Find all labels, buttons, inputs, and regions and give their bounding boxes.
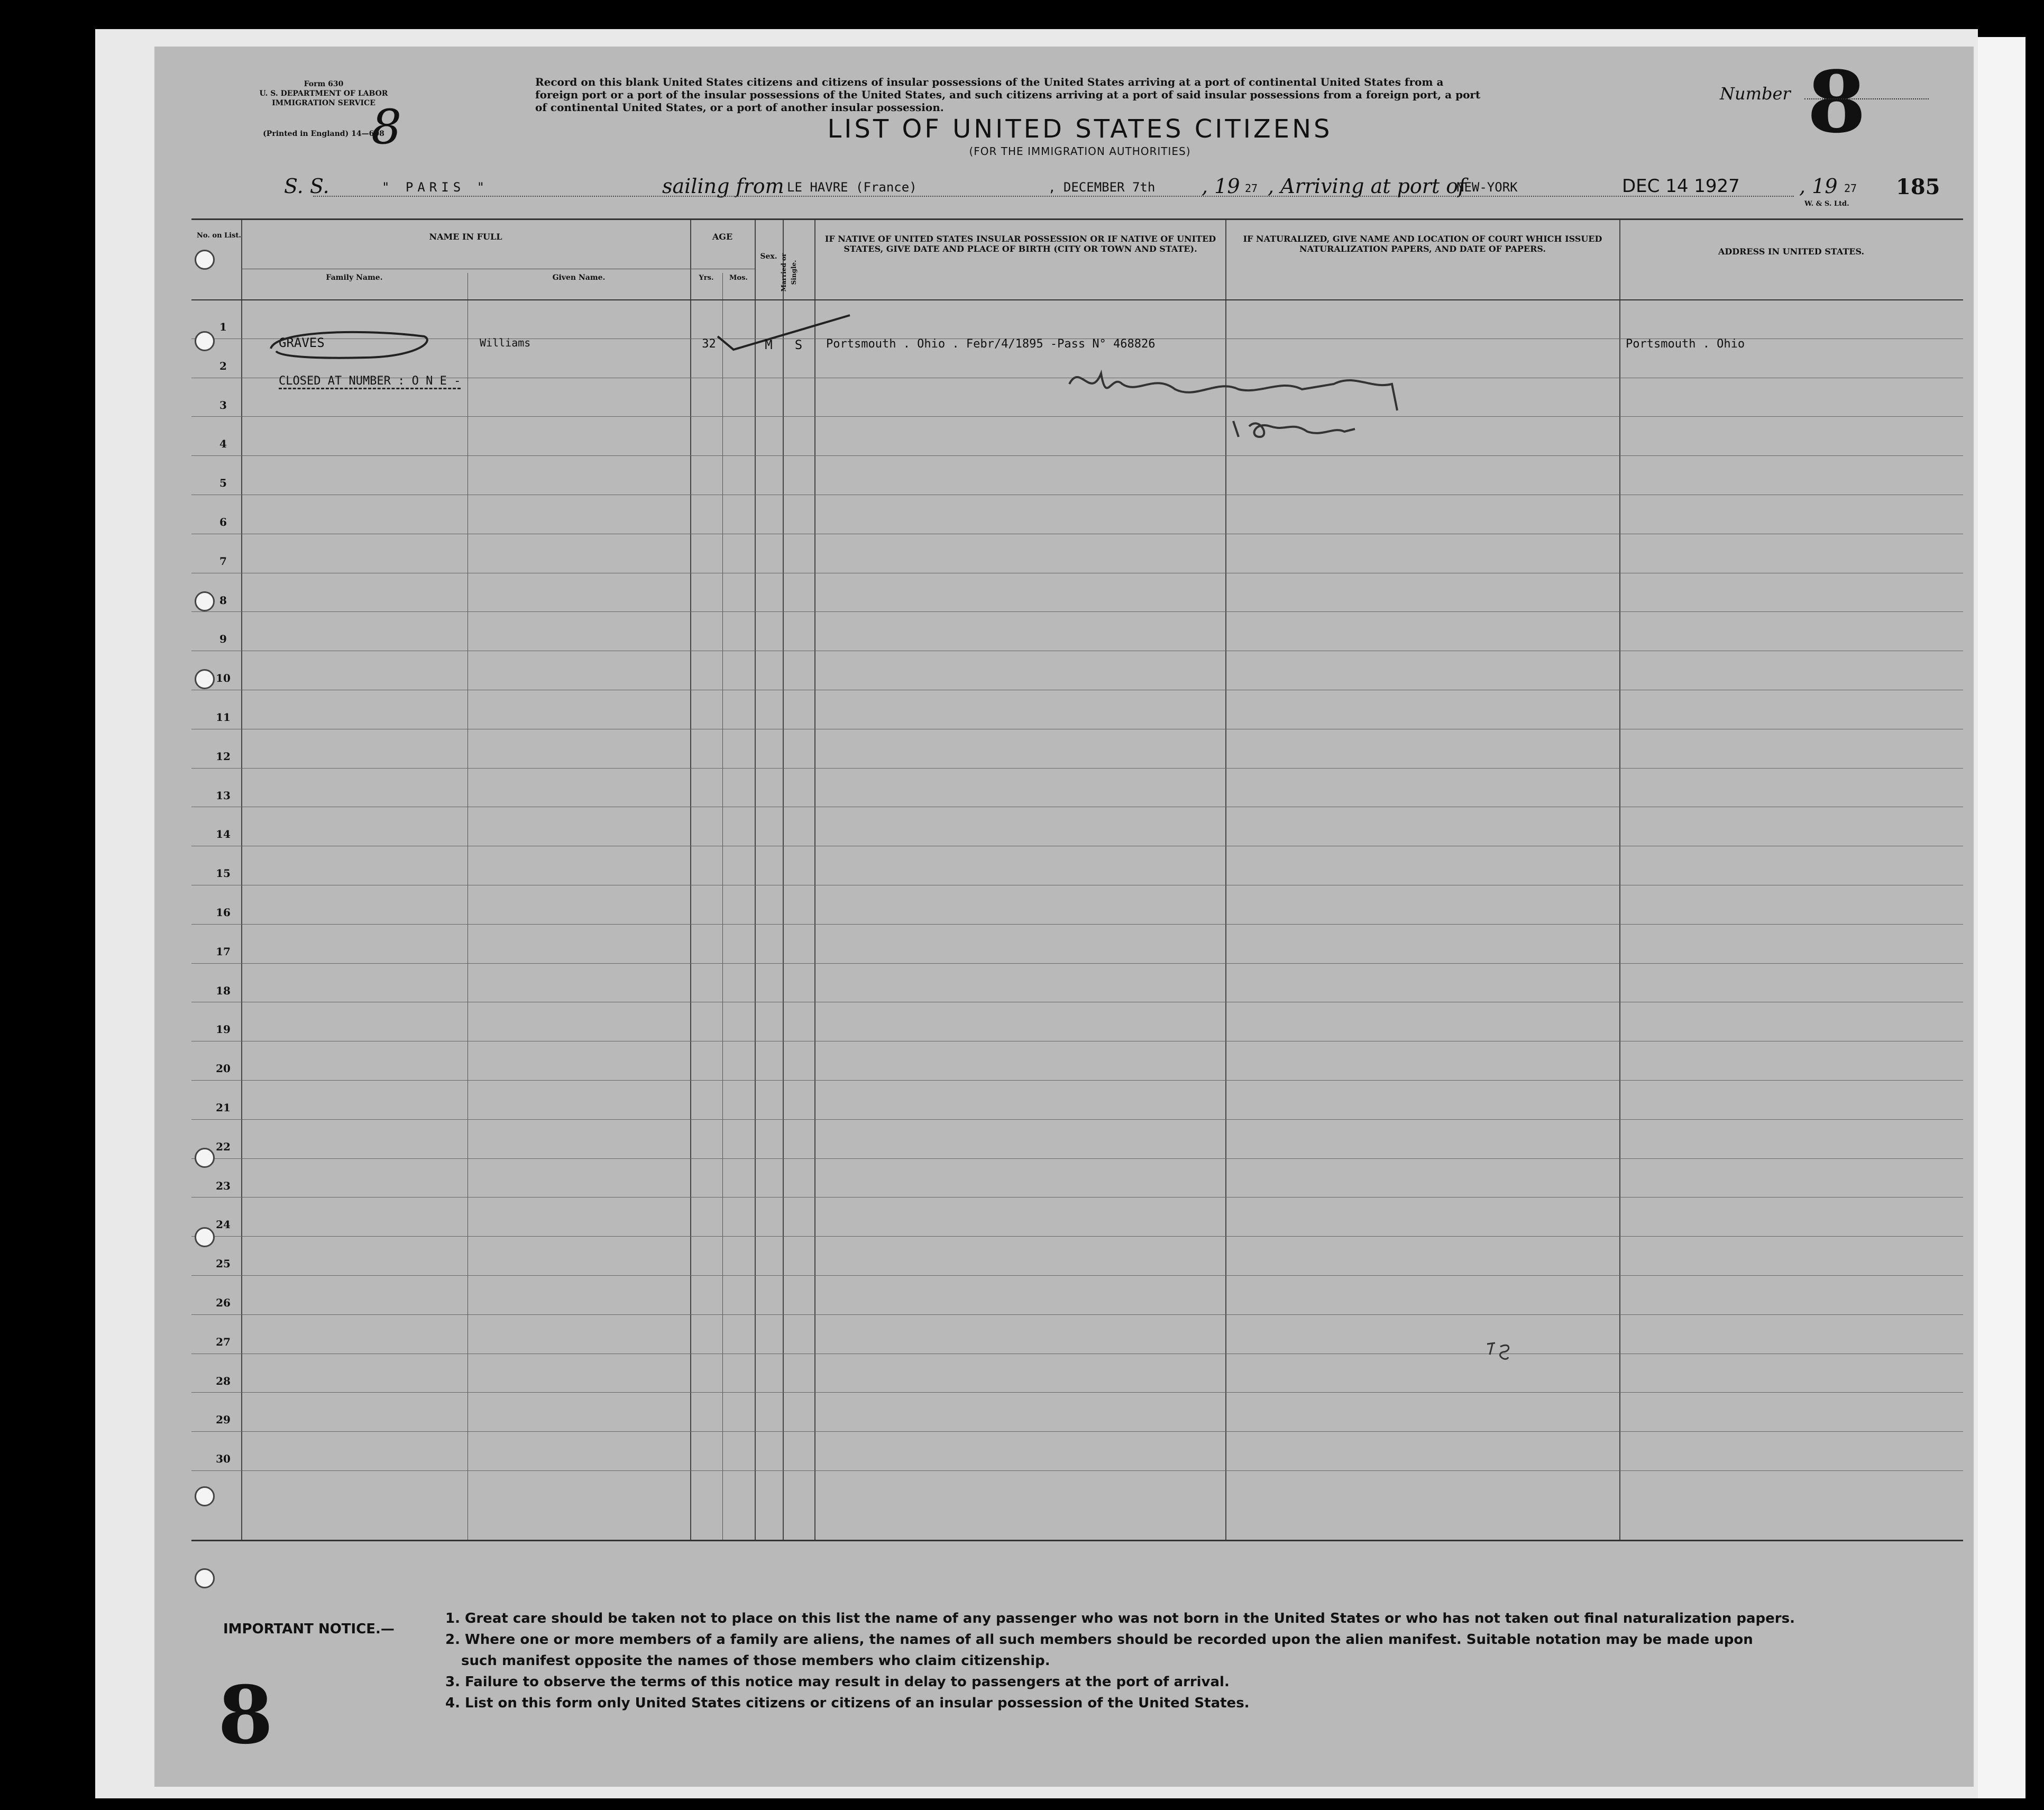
row-number: 4 [219, 437, 227, 451]
col-divider [690, 220, 691, 1540]
row-number: 8 [219, 593, 227, 607]
notice-heading: IMPORTANT NOTICE.— [223, 1621, 395, 1637]
department: U. S. DEPARTMENT OF LABOR [259, 89, 388, 98]
header-no-on-list: No. on List. [197, 232, 241, 240]
header-yrs: Yrs. [699, 274, 714, 282]
row-number: 1 [219, 321, 227, 333]
row-number: 13 [216, 789, 231, 802]
year-suffix: 27 [1245, 182, 1258, 195]
header-notice-line1: Record on this blank United States citizens and citizens of insular possessions of the United States arriving at a port of continental United States from a [535, 76, 1444, 88]
row-number: 9 [219, 633, 227, 646]
row-number: 5 [219, 477, 227, 490]
row-number: 26 [216, 1296, 231, 1309]
handwritten-signature [1059, 352, 1440, 447]
binder-hole [195, 591, 215, 611]
header-family-name: Family Name. [326, 273, 383, 282]
address-value: Portsmouth . Ohio [1626, 337, 1745, 351]
col-divider [241, 220, 242, 1540]
manifest-sheet [154, 47, 1974, 1787]
row-number: 14 [216, 828, 231, 841]
binder-hole [195, 250, 215, 270]
ss-label: S. S. [284, 175, 329, 198]
arrival-port: NEW-YORK [1456, 180, 1518, 195]
binder-hole [195, 1148, 215, 1168]
col-divider [755, 220, 756, 1540]
row-number: 29 [216, 1413, 231, 1427]
binder-hole [195, 331, 215, 351]
row-number: 17 [216, 945, 231, 958]
year2-suffix: 27 [1844, 182, 1857, 195]
col-divider [814, 220, 815, 1540]
col-divider [1619, 220, 1620, 1540]
table-row [191, 924, 1963, 925]
sheet-number: 8 [1807, 52, 1866, 152]
birth-value: Portsmouth . Ohio . Febr/4/1895 -Pass N° 468826 [826, 337, 1156, 351]
ship-name: " PARIS " [382, 180, 489, 195]
binder-hole [195, 1227, 215, 1247]
table-row [191, 611, 1963, 612]
table-row [191, 1080, 1963, 1081]
row-number: 30 [216, 1452, 231, 1466]
header-naturalized: IF NATURALIZED, GIVE NAME AND LOCATION OF COURT WHICH ISSUED NATURALIZATION PAPERS, AND DATE OF PAPERS. [1243, 234, 1602, 254]
header-bottom-line [191, 299, 1963, 300]
header-notice-line3: of continental United States, or a port of another insular possession. [535, 101, 944, 114]
row-number: 25 [216, 1257, 231, 1270]
voyage-underline [313, 196, 1794, 197]
table-row [191, 1470, 1963, 1471]
row-number: 10 [216, 672, 231, 685]
printed-note: (Printed in England) 14—608 [263, 130, 384, 138]
row-number: 23 [216, 1179, 231, 1192]
table-row [191, 1158, 1963, 1159]
handwritten-number: 8 [371, 99, 402, 155]
family-name-value: GRAVES [279, 335, 325, 350]
row-number: 12 [216, 749, 231, 763]
header-age: AGE [712, 232, 733, 242]
row-number: 6 [219, 516, 227, 528]
binder-hole [195, 669, 215, 689]
circle-mark [260, 319, 435, 367]
page-title: LIST OF UNITED STATES CITIZENS [827, 114, 1333, 144]
binder-hole [195, 1568, 215, 1588]
row-number: 16 [216, 906, 231, 919]
sex-value: M [765, 337, 773, 352]
table-row [191, 1392, 1963, 1393]
header-notice [535, 76, 1773, 114]
header-notice-line2: foreign port or a port of the insular possessions of the United States, and such citizens arriving at a port of said insular possessions from a foreign port, a port [535, 88, 1481, 101]
table-row [191, 1119, 1963, 1120]
row-number: 28 [216, 1374, 231, 1387]
arriving-label: , Arriving at port of [1268, 175, 1466, 198]
row-number: 22 [216, 1140, 231, 1153]
notice-item-2: 2. Where one or more members of a family are aliens, the names of all such members should be recorded upon the alien manifest. Suitable notation may be made upon [445, 1632, 1753, 1648]
header-given-name: Given Name. [552, 273, 606, 282]
row-number: 20 [216, 1062, 231, 1075]
table-row [191, 1431, 1963, 1432]
notice-item-1: 1. Great care should be taken not to place on this list the name of any passenger who was not born in the United States or who has not taken out final naturalization papers. [445, 1611, 1795, 1626]
sail-date: , DECEMBER 7th [1048, 180, 1156, 195]
col-divider [722, 273, 723, 1540]
voyage-line [154, 168, 1974, 208]
header-address: ADDRESS IN UNITED STATES. [1718, 246, 1865, 257]
page-number: 185 [1896, 175, 1940, 199]
marital-value: S [794, 337, 803, 352]
table-row [191, 1236, 1963, 1237]
header-sex: Sex. [760, 252, 777, 261]
number-label: Number [1720, 84, 1791, 104]
table-row [191, 1275, 1963, 1276]
notice-item-4: 4. List on this form only United States citizens or citizens of an insular possession of the United States. [445, 1695, 1250, 1711]
row-number: 7 [219, 554, 227, 568]
row-number: 3 [219, 398, 227, 412]
printer-mark: W. & S. Ltd. [1804, 200, 1849, 208]
header-mos: Mos. [729, 274, 748, 282]
row-number: 27 [216, 1335, 231, 1348]
form-number: Form 630 [304, 80, 344, 88]
from-port: LE HAVRE (France) [787, 180, 917, 195]
header-married-single: Married or Single. [780, 253, 798, 292]
header-name-in-full: NAME IN FULL [429, 232, 502, 242]
table-row [191, 963, 1963, 964]
row-number: 2 [219, 359, 227, 372]
row-number: 11 [216, 711, 231, 724]
binder-hole [195, 1486, 215, 1506]
header-birth: IF NATIVE OF UNITED STATES INSULAR POSSESSION OR IF NATIVE OF UNITED STATES, GIVE DATE AND PLACE OF BIRTH (CITY OR TOWN AND STATE). [824, 234, 1216, 254]
year-prefix: , 19 [1202, 175, 1240, 198]
year2-prefix: , 19 [1799, 175, 1838, 198]
handwritten-mark [1484, 1339, 1516, 1365]
notice-item-3: 3. Failure to observe the terms of this notice may result in delay to passengers at the port of arrival. [445, 1674, 1230, 1690]
table-row [191, 768, 1963, 769]
manifest-table [191, 218, 1963, 1541]
closed-note: CLOSED AT NUMBER : O N E - [279, 374, 461, 389]
service: IMMIGRATION SERVICE [272, 99, 375, 107]
table-row [191, 1314, 1963, 1315]
arrival-stamp: DEC 14 1927 [1622, 176, 1740, 197]
page-subtitle: (FOR THE IMMIGRATION AUTHORITIES) [969, 145, 1191, 158]
age-value: 32 [702, 337, 716, 351]
row-number: 21 [216, 1101, 231, 1114]
row-number: 24 [216, 1218, 231, 1231]
row-number: 15 [216, 867, 231, 880]
number-underline [1804, 98, 1929, 99]
sailing-label: sailing from [662, 175, 784, 198]
notice-item-2-cont: such manifest opposite the names of those members who claim citizenship. [461, 1653, 1050, 1669]
given-name-value: Williams [480, 336, 531, 349]
col-divider [783, 220, 784, 1540]
bottom-number: 8 [218, 1669, 273, 1762]
row-number: 18 [216, 984, 231, 997]
table-row [191, 455, 1963, 456]
row-number: 19 [216, 1023, 231, 1036]
